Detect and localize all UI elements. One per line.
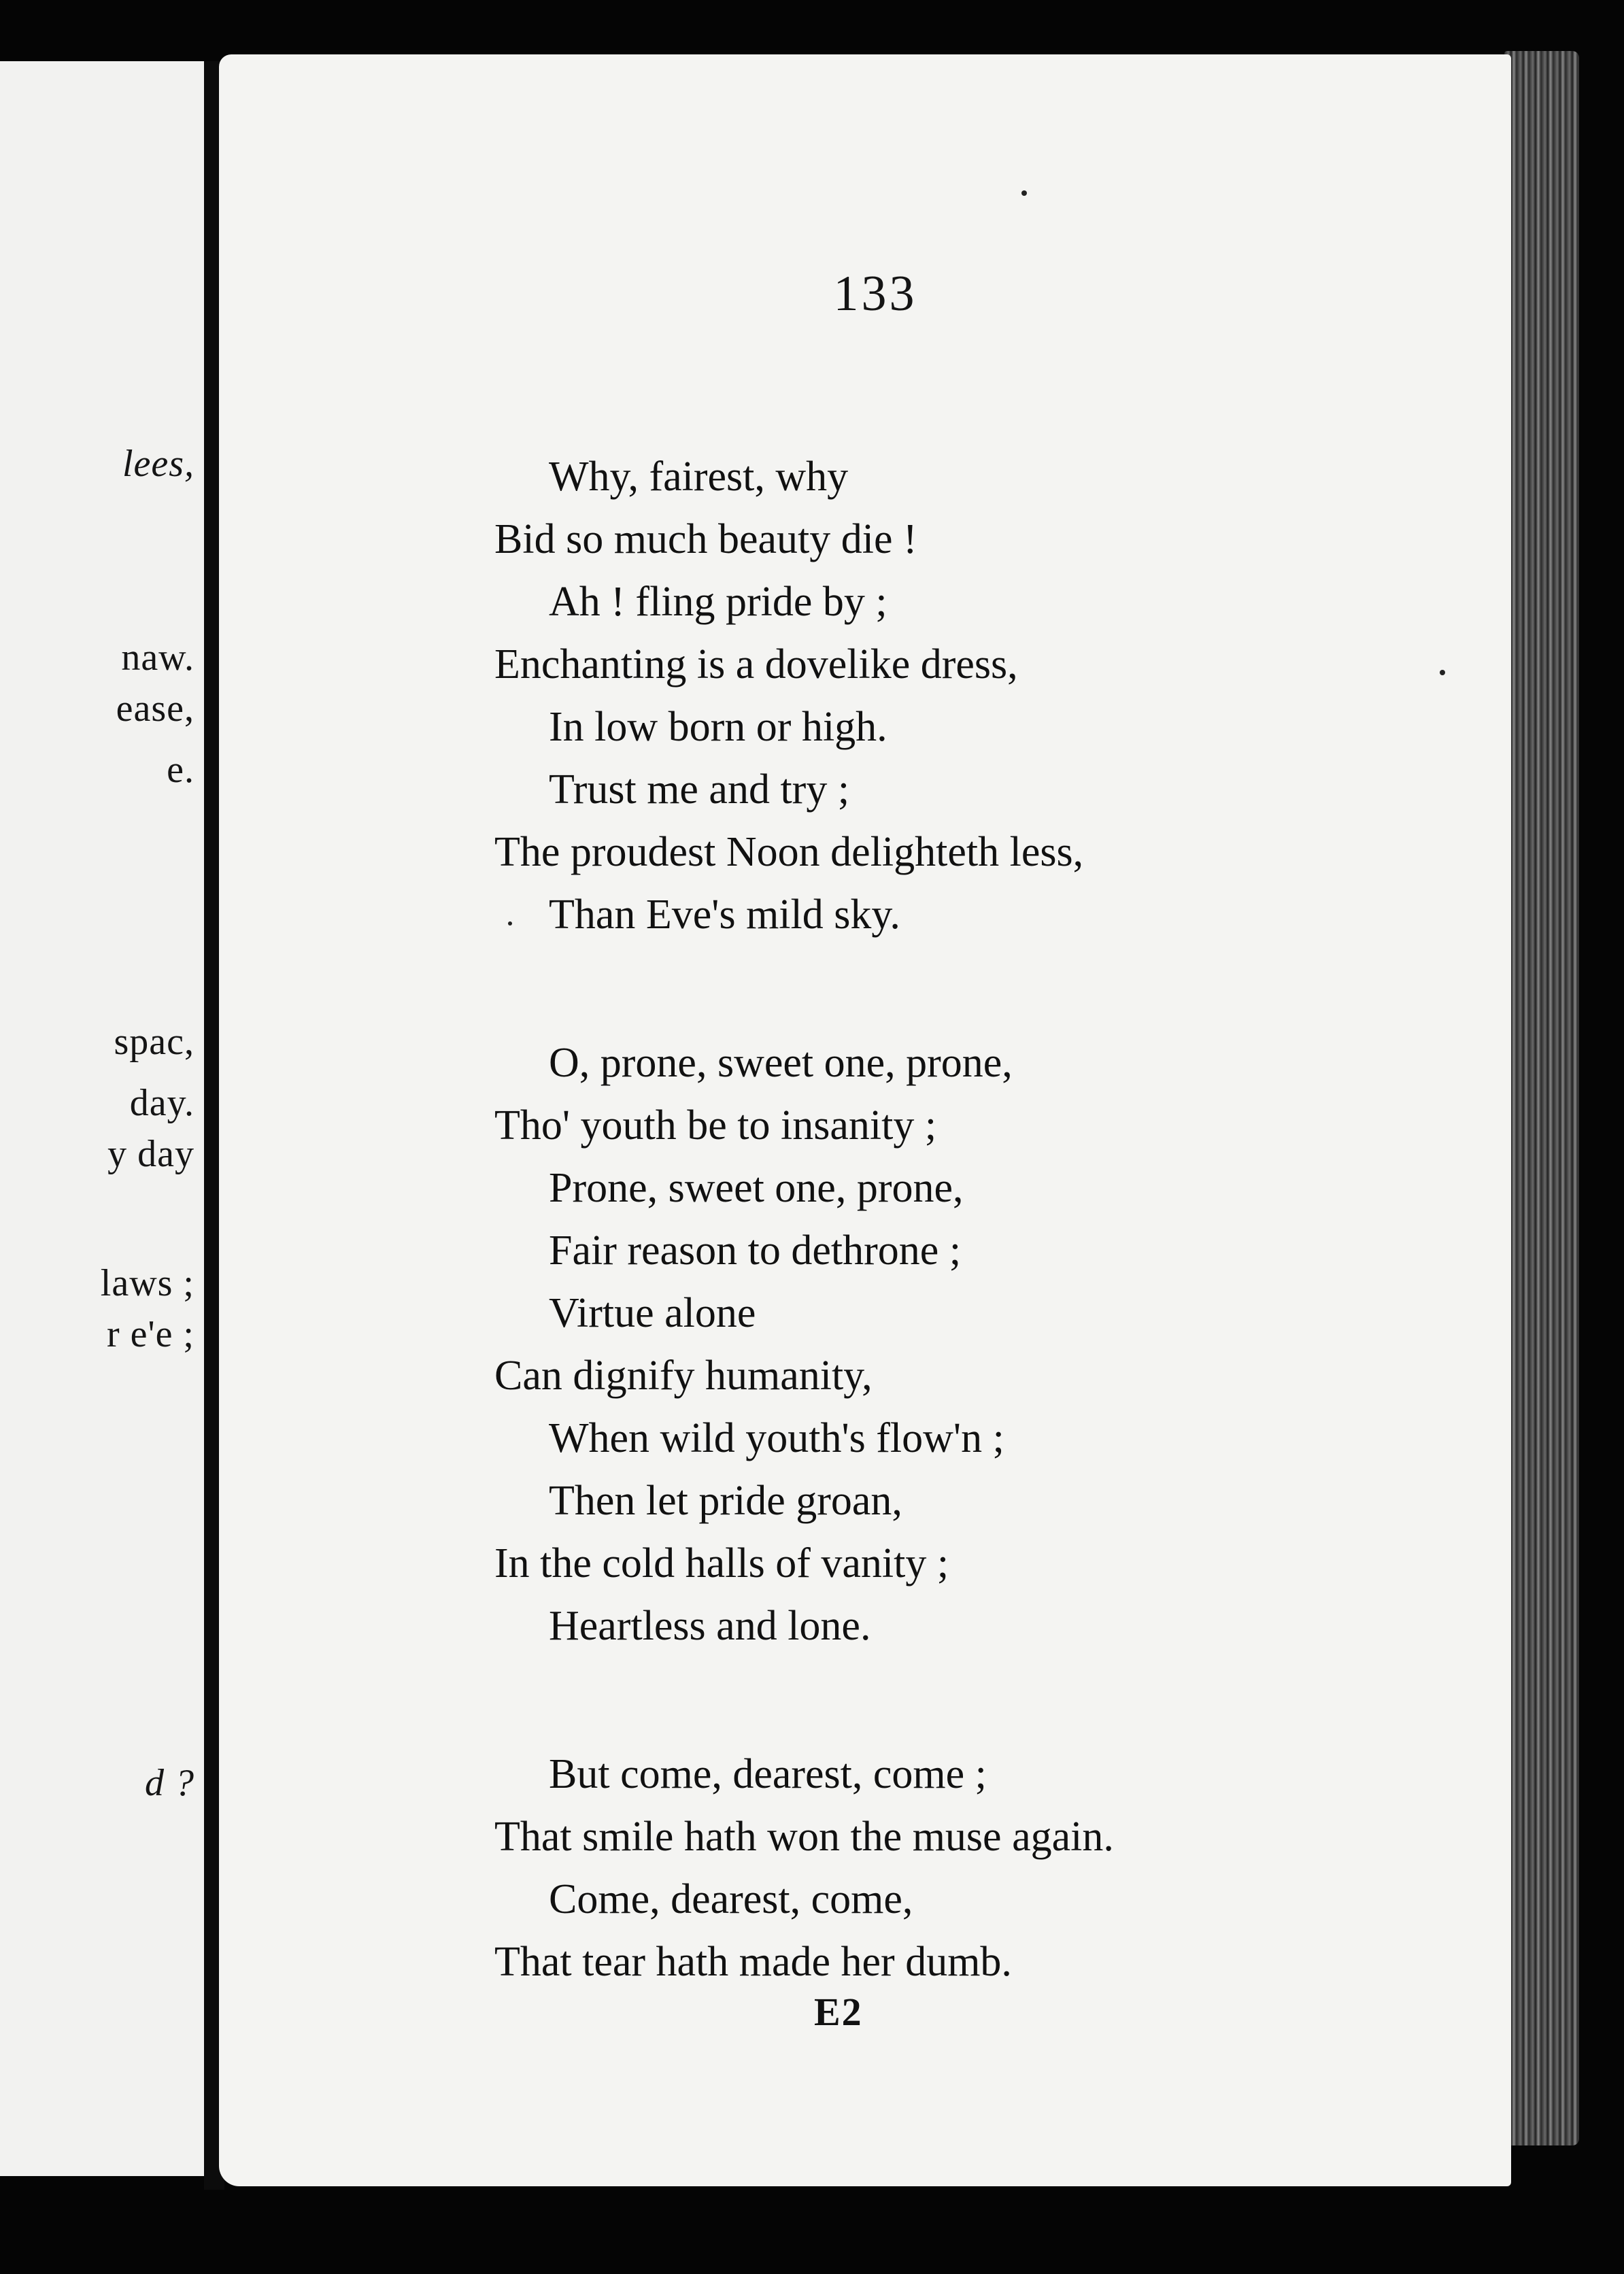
page-edges bbox=[1504, 51, 1579, 2145]
facing-page-fragment: laws ; bbox=[100, 1262, 194, 1304]
poem-line: But come, dearest, come ; bbox=[549, 1751, 987, 1797]
poem-line: Come, dearest, come, bbox=[549, 1876, 913, 1922]
poem-line: Than Eve's mild sky. bbox=[549, 892, 900, 938]
stanza-break bbox=[494, 1657, 1511, 1743]
facing-page-fragment: r e'e ; bbox=[106, 1313, 194, 1355]
poem bbox=[494, 445, 1511, 1993]
facing-page bbox=[0, 61, 214, 2176]
poem-line: Then let pride groan, bbox=[549, 1478, 902, 1524]
poem-line: The proudest Noon delighteth less, bbox=[494, 829, 1084, 875]
poem-line: That tear hath made her dumb. bbox=[494, 1939, 1012, 1985]
ink-speck bbox=[508, 921, 512, 926]
stanza-break bbox=[494, 946, 1511, 1032]
facing-page-fragment: d ? bbox=[145, 1762, 194, 1804]
poem-line: Ah ! fling pride by ; bbox=[549, 579, 887, 625]
poem-line: Heartless and lone. bbox=[549, 1603, 871, 1649]
poem-line: Why, fairest, why bbox=[549, 454, 849, 500]
poem-line: That smile hath won the muse again. bbox=[494, 1814, 1114, 1860]
stanza bbox=[494, 1743, 1511, 1993]
ink-speck bbox=[1440, 670, 1445, 675]
poem-line: Can dignify humanity, bbox=[494, 1353, 873, 1399]
poem-line: O, prone, sweet one, prone, bbox=[549, 1040, 1013, 1086]
facing-page-fragment: y day bbox=[107, 1133, 194, 1175]
poem-line: Prone, sweet one, prone, bbox=[549, 1165, 964, 1211]
poem-line: Trust me and try ; bbox=[549, 766, 850, 813]
poem-line: Bid so much beauty die ! bbox=[494, 516, 917, 562]
poem-line: Enchanting is a dovelike dress, bbox=[494, 641, 1018, 688]
page-number: 133 bbox=[833, 266, 917, 322]
facing-page-fragment: lees, bbox=[122, 443, 194, 485]
poem-line: In low born or high. bbox=[549, 704, 887, 750]
facing-page-fragment: ease, bbox=[116, 688, 194, 730]
poem-line: Tho' youth be to insanity ; bbox=[494, 1102, 937, 1149]
signature-mark: E2 bbox=[814, 1990, 863, 2034]
stanza bbox=[494, 1032, 1511, 1657]
facing-page-fragment: naw. bbox=[121, 637, 194, 679]
book-page bbox=[219, 54, 1511, 2186]
poem-line: When wild youth's flow'n ; bbox=[549, 1415, 1004, 1461]
poem-line: In the cold halls of vanity ; bbox=[494, 1540, 949, 1586]
facing-page-fragment: day. bbox=[129, 1082, 194, 1124]
ink-speck bbox=[1021, 190, 1027, 196]
poem-line: Virtue alone bbox=[549, 1290, 756, 1336]
stanza bbox=[494, 445, 1511, 946]
poem-line: Fair reason to dethrone ; bbox=[549, 1227, 962, 1274]
facing-page-fragment: e. bbox=[167, 749, 194, 791]
facing-page-fragment: spac, bbox=[114, 1021, 194, 1063]
